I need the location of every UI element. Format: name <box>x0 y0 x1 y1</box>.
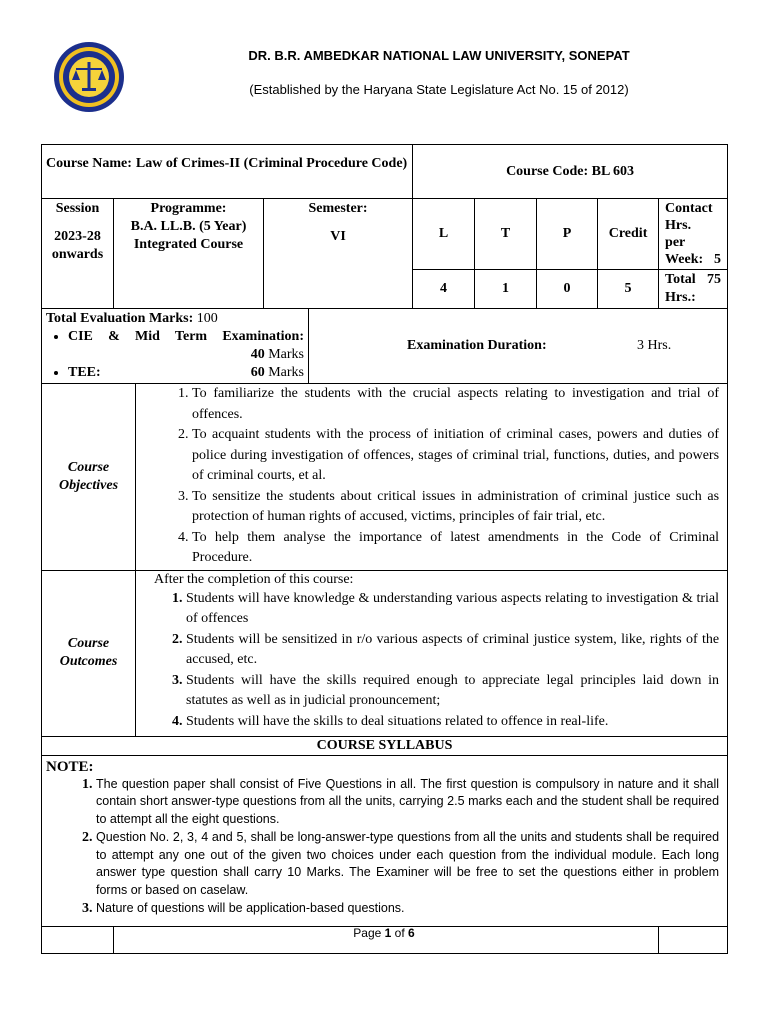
course-name-row <box>42 145 728 199</box>
cie-label: • CIE & Mid Term Examination: <box>68 329 304 344</box>
outcomes-list <box>140 589 723 733</box>
tee-value: 60 <box>250 365 265 380</box>
course-code-label: Course Code: <box>506 163 589 179</box>
note-item: 1. The question paper shall consist of Five Questions in all. The first question is compulsory in nature and it shall contain short answer-type questions from all the units, carrying 2.5 marks each and the student shall be required to attempt all the eight questions. <box>96 776 719 829</box>
evaluation-value: 100 <box>196 311 218 326</box>
credit-label: Credit <box>598 199 659 270</box>
course-name-value: Law of Crimes-II (Criminal Procedure Code) <box>135 156 408 171</box>
document-header <box>0 0 768 140</box>
total-hours-cell <box>659 270 728 309</box>
page-word: Page <box>353 926 382 940</box>
evaluation-cell <box>42 309 309 384</box>
tee-label: • TEE: <box>68 365 101 380</box>
t-label: T <box>475 199 537 270</box>
session-label: Session <box>55 201 100 216</box>
p-value: 0 <box>537 270 598 309</box>
course-meta-row <box>42 199 728 270</box>
semester-cell <box>264 199 413 309</box>
exam-duration-cell <box>309 309 728 384</box>
session-value: 2023-28 onwards <box>51 229 104 262</box>
marks-list <box>46 328 304 382</box>
outcome-item: 4. Students will have the skills to deal situations related to offence in real-life. <box>186 712 719 733</box>
note-item: 3. Nature of questions will be application-based questions. <box>96 900 719 918</box>
tee-marks-word: Marks <box>268 365 304 380</box>
syllabus-table <box>41 144 727 954</box>
syllabus-cell <box>42 736 728 926</box>
course-code-value: BL 603 <box>591 163 635 179</box>
evaluation-row <box>42 309 728 384</box>
l-label: L <box>413 199 475 270</box>
exam-duration-label: Examination Duration: <box>407 338 547 353</box>
semester-label: Semester: <box>308 201 368 216</box>
objective-item: 3. To sensitize the students about critical issues in administration of criminal justice such as protection of human rights of accused, victims, principles of fair trial, etc. <box>192 487 719 528</box>
notes-list <box>46 776 723 918</box>
outcomes-label: Course Outcomes <box>42 570 136 736</box>
course-code-cell <box>413 145 728 199</box>
total-hours-label: Total Hrs.: <box>665 272 696 305</box>
page-number: 1 <box>384 926 392 940</box>
t-value: 1 <box>475 270 537 309</box>
objectives-label: Course Objectives <box>42 384 136 571</box>
note-item: 2. Question No. 2, 3, 4 and 5, shall be long-answer-type questions from all the units and students shall be required to attempt any one out of the given two choices under each question from the individual module. Each long answer type question shall carry 10 Marks. The Examiner will be free to set the questions either in problem forms or based on caselaw. <box>96 829 719 900</box>
outcomes-intro: After the completion of this course: <box>154 571 354 587</box>
l-value: 4 <box>413 270 475 309</box>
objectives-cell <box>136 384 728 571</box>
total-hours-value: 75 <box>707 272 722 287</box>
objective-item: 1. To familiarize the students with the crucial aspects relating to investigation and trial of offences. <box>192 384 719 425</box>
outcome-item: 3. Students will have the skills required enough to appreciate legal principles laid down in statutes as well as in judicial pronouncement; <box>186 671 719 712</box>
course-name-cell <box>42 145 413 199</box>
page-footer <box>0 926 768 940</box>
p-label: P <box>537 199 598 270</box>
contact-hours-label: Contact Hrs. per Week: <box>665 201 713 267</box>
objective-item: 2. To acquaint students with the process of initiation of criminal cases, powers and duties of police during investigation of offences, stages of criminal trial, functions, duties, and powers of criminal courts, et al. <box>192 425 719 487</box>
exam-duration-value: 3 Hrs. <box>637 338 672 353</box>
cie-value: 40 <box>250 347 265 362</box>
session-cell <box>42 199 114 309</box>
objectives-list <box>140 384 723 569</box>
syllabus-title: COURSE SYLLABUS <box>316 737 453 753</box>
of-word: of <box>394 926 405 940</box>
outcome-item: 2. Students will be sensitized in r/o various aspects of criminal justice system, like, rights of the accused, etc. <box>186 630 719 671</box>
objectives-row <box>42 384 728 571</box>
cie-marks-word: Marks <box>268 347 304 362</box>
course-name-label: Course Name: <box>46 156 132 171</box>
outcome-item: 1. Students will have knowledge & understanding various aspects relating to investigation & trial of offences <box>186 589 719 630</box>
programme-label: Programme: <box>150 201 227 216</box>
outcomes-row <box>42 570 728 736</box>
tee-marks-item <box>68 364 304 382</box>
programme-value: B.A. LL.B. (5 Year) Integrated Course <box>130 219 247 252</box>
contact-hours-cell <box>659 199 728 270</box>
credit-value: 5 <box>598 270 659 309</box>
syllabus-row <box>42 736 728 926</box>
establishment-note: (Established by the Haryana State Legislature Act No. 15 of 2012) <box>249 82 629 97</box>
semester-value: VI <box>330 229 346 244</box>
note-label: NOTE: <box>42 755 727 776</box>
outcomes-cell <box>136 570 728 736</box>
contact-hours-value: 5 <box>714 252 722 267</box>
objective-item: 4. To help them analyse the importance of latest amendments in the Code of Criminal Procedure. <box>192 528 719 569</box>
evaluation-label: Total Evaluation Marks: <box>46 311 194 326</box>
university-name: DR. B.R. AMBEDKAR NATIONAL LAW UNIVERSITY, SONEPAT <box>248 48 630 63</box>
cie-marks-item <box>68 328 304 364</box>
page-total: 6 <box>408 926 415 940</box>
programme-cell <box>114 199 264 309</box>
